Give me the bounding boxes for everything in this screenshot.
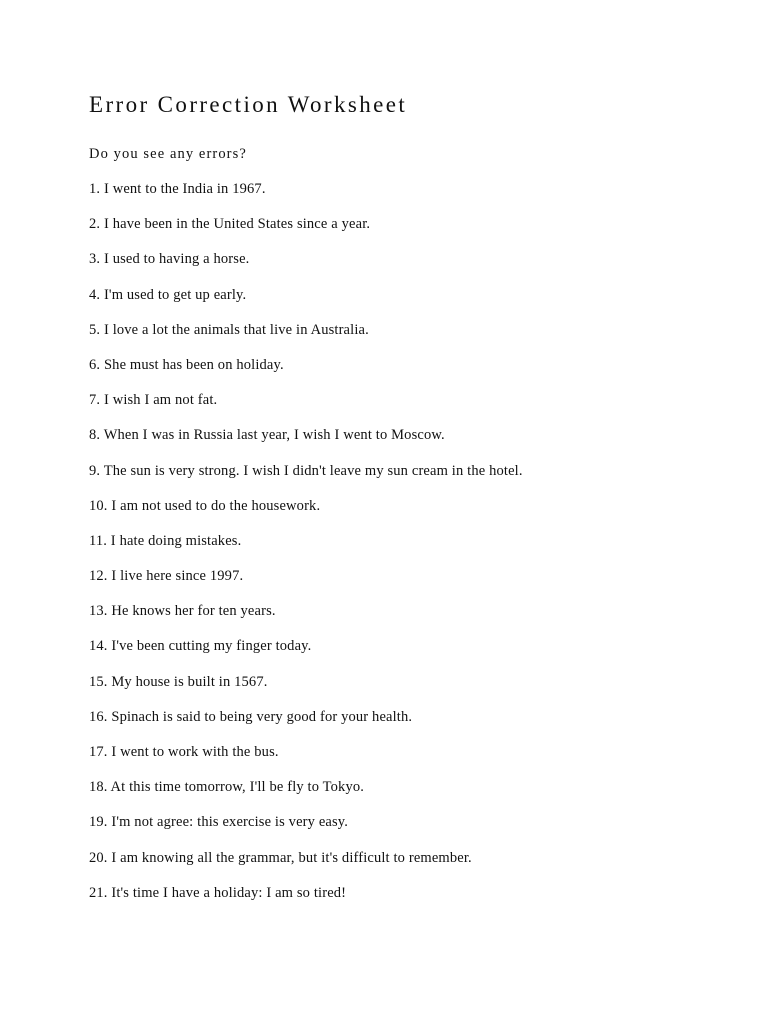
list-item: 19. I'm not agree: this exercise is very easy. — [89, 814, 349, 831]
list-item: 14. I've been cutting my finger today. — [89, 638, 312, 655]
list-item: 13. He knows her for ten years. — [89, 603, 276, 620]
list-item: 1. I went to the India in 1967. — [89, 181, 266, 197]
list-item: 20. I am knowing all the grammar, but it's difficult to remember. — [89, 849, 472, 866]
list-item: 16. Spinach is said to being very good for your health. — [89, 708, 413, 725]
list-item: 2. I have been in the United States since a year. — [89, 216, 371, 233]
list-item: 10. I am not used to do the housework. — [89, 497, 321, 514]
list-item: 17. I went to work with the bus. — [89, 744, 279, 760]
list-item: 8. When I was in Russia last year, I wish I went to Moscow. — [89, 427, 445, 444]
list-item: 9. The sun is very strong. I wish I didn't leave my sun cream in the hotel. — [89, 462, 523, 479]
list-item: 21. It's time I have a holiday: I am so tired! — [89, 884, 347, 901]
list-item: 7. I wish I am not fat. — [89, 392, 218, 409]
instructions: Do you see any errors? — [89, 146, 247, 162]
list-item: 15. My house is built in 1567. — [89, 673, 268, 690]
list-item: 5. I love a lot the animals that live in Australia. — [89, 321, 369, 338]
page-title: Error Correction Worksheet — [89, 92, 408, 117]
list-item: 3. I used to having a horse. — [89, 251, 250, 268]
sentence-list — [89, 179, 523, 918]
list-item: 4. I'm used to get up early. — [89, 286, 247, 303]
list-item: 18. At this time tomorrow, I'll be fly to Tokyo. — [89, 779, 365, 796]
list-item: 11. I hate doing mistakes. — [89, 532, 242, 549]
list-item: 12. I live here since 1997. — [89, 568, 244, 585]
list-item: 6. She must has been on holiday. — [89, 356, 284, 373]
